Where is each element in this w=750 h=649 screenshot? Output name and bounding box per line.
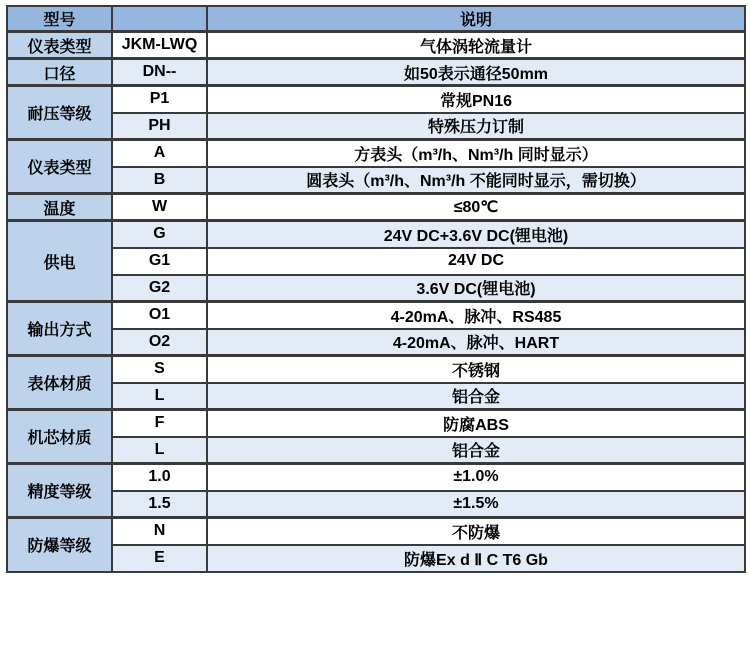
- code-cell: G: [112, 221, 207, 248]
- code-cell: PH: [112, 113, 207, 140]
- description-cell: ±1.0%: [207, 464, 745, 491]
- table-row: [7, 140, 745, 167]
- code-cell: P1: [112, 86, 207, 113]
- code-cell: G2: [112, 275, 207, 302]
- header-model: 型号: [7, 6, 112, 32]
- description-cell: 24V DC+3.6V DC(锂电池): [207, 221, 745, 248]
- description-cell: 3.6V DC(锂电池): [207, 275, 745, 302]
- table-row: [7, 329, 745, 356]
- description-cell: 铝合金: [207, 437, 745, 464]
- code-cell: A: [112, 140, 207, 167]
- header-row: [7, 6, 745, 32]
- description-cell: ≤80℃: [207, 194, 745, 221]
- code-cell: L: [112, 383, 207, 410]
- category-cell: 温度: [7, 194, 112, 221]
- description-cell: 4-20mA、脉冲、RS485: [207, 302, 745, 329]
- table-row: [7, 302, 745, 329]
- table-row: [7, 113, 745, 140]
- table-row: [7, 491, 745, 518]
- table-row: [7, 275, 745, 302]
- description-cell: 气体涡轮流量计: [207, 32, 745, 59]
- table-row: [7, 221, 745, 248]
- description-cell: 不锈钢: [207, 356, 745, 383]
- code-cell: 1.5: [112, 491, 207, 518]
- description-cell: 特殊压力订制: [207, 113, 745, 140]
- description-cell: 如50表示通径50mm: [207, 59, 745, 86]
- description-cell: 铝合金: [207, 383, 745, 410]
- description-cell: 圆表头（m³/h、Nm³/h 不能同时显示，需切换）: [207, 167, 745, 194]
- table-row: [7, 383, 745, 410]
- category-cell: 仪表类型: [7, 140, 112, 194]
- description-cell: 常规PN16: [207, 86, 745, 113]
- table-row: [7, 32, 745, 59]
- category-cell: 精度等级: [7, 464, 112, 518]
- table-row: [7, 59, 745, 86]
- code-cell: 1.0: [112, 464, 207, 491]
- category-cell: 供电: [7, 221, 112, 302]
- category-cell: 输出方式: [7, 302, 112, 356]
- description-cell: 方表头（m³/h、Nm³/h 同时显示）: [207, 140, 745, 167]
- header-description: 说明: [207, 6, 745, 32]
- category-cell: 耐压等级: [7, 86, 112, 140]
- code-cell: O1: [112, 302, 207, 329]
- description-cell: 防爆Ex d Ⅱ C T6 Gb: [207, 545, 745, 572]
- table-row: [7, 194, 745, 221]
- spec-table: [6, 5, 746, 573]
- category-cell: 机芯材质: [7, 410, 112, 464]
- code-cell: JKM-LWQ: [112, 32, 207, 59]
- category-cell: 防爆等级: [7, 518, 112, 572]
- code-cell: B: [112, 167, 207, 194]
- category-cell: 口径: [7, 59, 112, 86]
- code-cell: W: [112, 194, 207, 221]
- category-cell: 表体材质: [7, 356, 112, 410]
- description-cell: 防腐ABS: [207, 410, 745, 437]
- table-row: [7, 248, 745, 275]
- code-cell: F: [112, 410, 207, 437]
- code-cell: DN--: [112, 59, 207, 86]
- category-cell: 仪表类型: [7, 32, 112, 59]
- table-row: [7, 86, 745, 113]
- code-cell: O2: [112, 329, 207, 356]
- code-cell: G1: [112, 248, 207, 275]
- code-cell: S: [112, 356, 207, 383]
- description-cell: 不防爆: [207, 518, 745, 545]
- table-row: [7, 464, 745, 491]
- description-cell: 4-20mA、脉冲、HART: [207, 329, 745, 356]
- code-cell: N: [112, 518, 207, 545]
- table-row: [7, 545, 745, 572]
- table-row: [7, 437, 745, 464]
- table-row: [7, 518, 745, 545]
- table-row: [7, 356, 745, 383]
- spec-table-body: [7, 32, 745, 572]
- description-cell: ±1.5%: [207, 491, 745, 518]
- table-row: [7, 167, 745, 194]
- header-code: [112, 6, 207, 32]
- code-cell: L: [112, 437, 207, 464]
- spec-table-header: [7, 6, 745, 32]
- table-row: [7, 410, 745, 437]
- description-cell: 24V DC: [207, 248, 745, 275]
- code-cell: E: [112, 545, 207, 572]
